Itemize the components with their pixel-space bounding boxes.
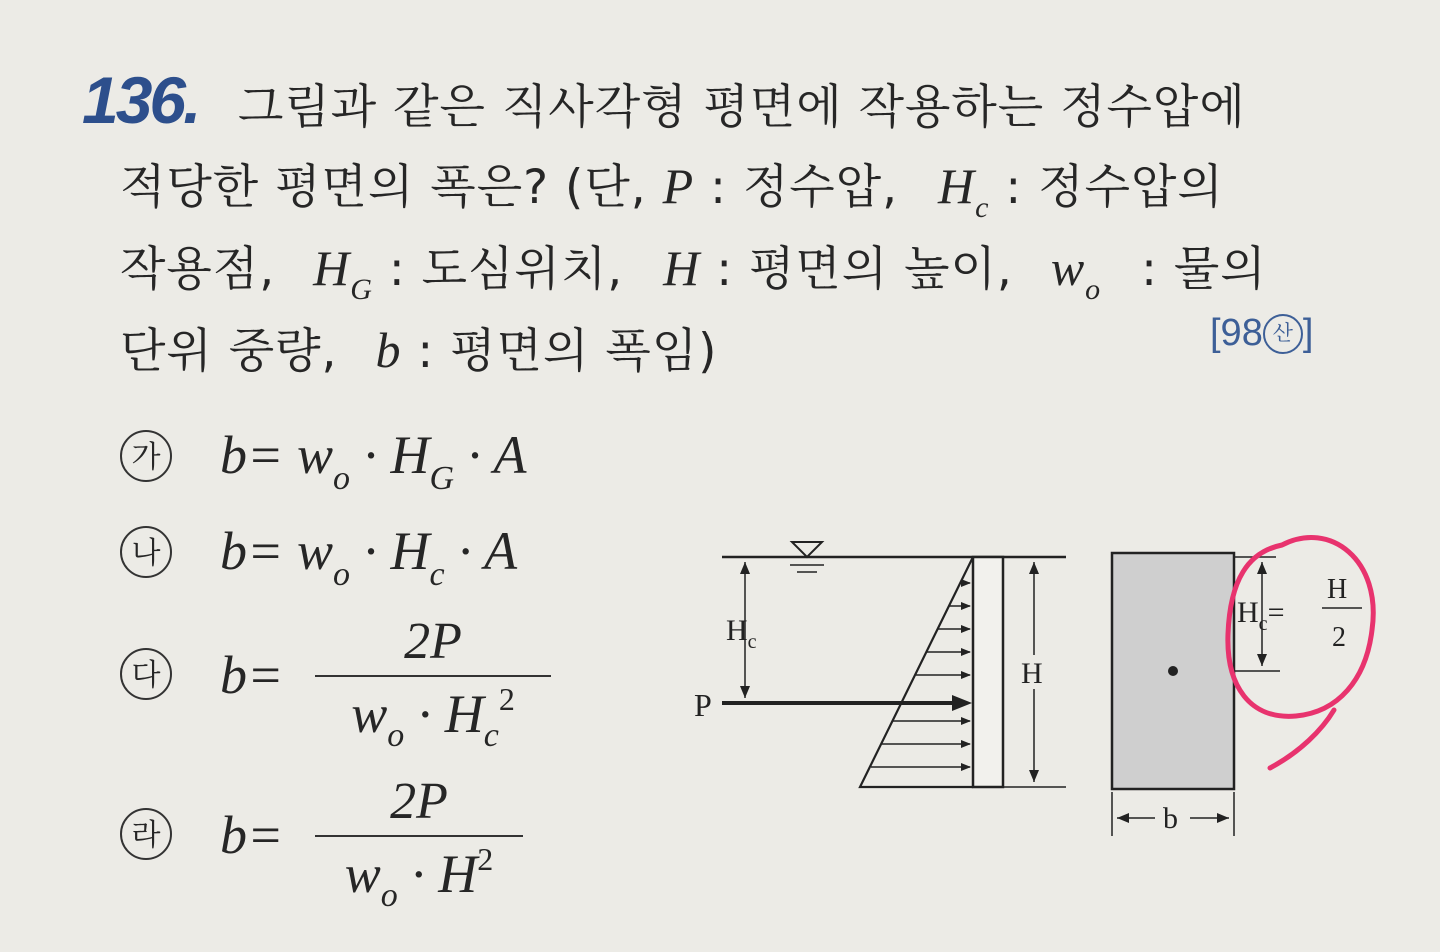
arrow-up-icon — [1257, 562, 1267, 574]
handwritten-circle-annotation — [1228, 538, 1373, 768]
label-p: P — [694, 687, 712, 723]
label-b: b — [1163, 802, 1178, 835]
den-sub: o — [380, 877, 398, 914]
option-mark: 라 — [120, 808, 172, 860]
label-hc: $H_c$ — [726, 614, 757, 653]
den-sub: o — [387, 717, 405, 754]
expr-part: b= w — [220, 521, 333, 581]
question-text: : 정수압, — [710, 160, 899, 215]
den-part: w — [344, 844, 381, 904]
den-part: · H — [417, 684, 484, 744]
annot-denominator: 2 — [1332, 622, 1346, 653]
symbol-P: P — [662, 158, 695, 214]
arrow-down-icon — [740, 686, 750, 698]
question-text: : 정수압의 — [1005, 160, 1224, 215]
question-text: 그림과 같은 직사각형 평면에 작용하는 정수압에 — [238, 80, 1246, 135]
pressure-triangle — [860, 557, 973, 787]
arrow-right-icon — [952, 695, 972, 711]
question-number: 136. — [82, 63, 199, 137]
question-text: : 평면의 높이, — [716, 242, 1013, 297]
den-sup: 2 — [498, 681, 515, 717]
symbol-sub-c: c — [975, 191, 990, 224]
annot-hc: $H_c=$ — [1237, 596, 1285, 635]
den-sub: c — [483, 717, 499, 754]
question-text: 작용점, — [120, 242, 276, 297]
expr-sub: c — [429, 556, 445, 593]
question-text: : 물의 — [1141, 242, 1267, 297]
symbol-sub-G: G — [350, 273, 373, 306]
option-lhs: b= — [220, 645, 284, 705]
arrow-left-icon — [1117, 813, 1129, 823]
arrow-right-icon — [1217, 813, 1229, 823]
arrow-down-icon — [1257, 654, 1267, 666]
fraction-numerator: 2P — [404, 613, 462, 670]
arrow-up-icon — [1029, 562, 1039, 574]
question-text: 적당한 평면의 폭은? (단, — [120, 160, 647, 215]
question-text: 단위 중량, — [120, 324, 338, 379]
expr-sub: o — [332, 460, 350, 497]
pressure-arrows — [871, 583, 970, 767]
arrow-down-icon — [1029, 770, 1039, 782]
question-text: : 평면의 폭임) — [417, 324, 718, 379]
expr-part: · H — [363, 521, 430, 581]
expr-part: · H — [363, 425, 430, 485]
expr-part: b= w — [220, 425, 333, 485]
den-sup: 2 — [477, 841, 494, 877]
symbol-H: H — [313, 240, 351, 296]
option-mark: 다 — [120, 648, 172, 700]
question-text: : 도심위치, — [388, 242, 624, 297]
expr-part: · A — [467, 425, 527, 485]
option-lhs: b= — [220, 805, 284, 865]
expr-part: · A — [458, 521, 518, 581]
centroid-point — [1168, 666, 1178, 676]
symbol-w: w — [1050, 240, 1086, 296]
symbol-H: H — [663, 240, 701, 296]
option-mark: 가 — [120, 430, 172, 482]
source-year: [98 — [1210, 312, 1263, 354]
source-circle-mark: 산 — [1263, 314, 1303, 354]
arrow-up-icon — [740, 562, 750, 574]
den-part: w — [351, 684, 388, 744]
symbol-H: H — [938, 158, 976, 214]
expr-sub: G — [429, 460, 455, 497]
den-part: · H — [411, 844, 478, 904]
symbol-sub-o: o — [1085, 273, 1102, 306]
plate-side-view — [973, 557, 1003, 787]
fraction-numerator: 2P — [390, 773, 448, 830]
option-mark: 나 — [120, 526, 172, 578]
expr-sub: o — [332, 556, 350, 593]
annot-numerator: H — [1327, 574, 1348, 605]
label-h: H — [1021, 657, 1043, 690]
source-end: ] — [1302, 312, 1314, 354]
symbol-b: b — [375, 322, 402, 378]
